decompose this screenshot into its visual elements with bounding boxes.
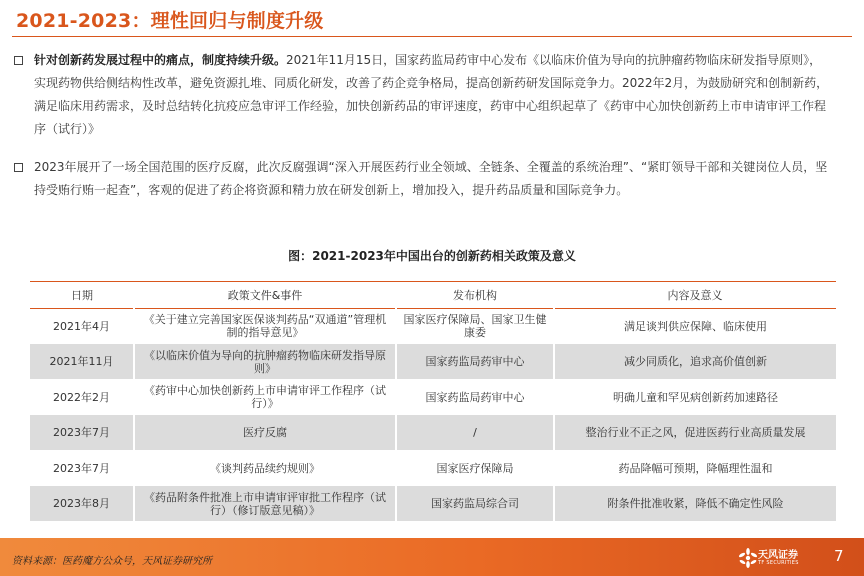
cell-date: 2023年7月 xyxy=(30,415,134,451)
bullet-text: 2023年展开了一场全国范围的医疗反腐，此次反腐强调“深入开展医药行业全领域、全链条、全覆盖的系统治理”、“紧盯领导干部和关键岗位人员，坚持受贿行贿一起查”，客观的促进了药企将资源和精力放在研发创新上，增加投入，提升药品质量和国际竞争力。 xyxy=(34,160,828,197)
title-divider xyxy=(12,36,852,37)
table-header-row xyxy=(30,282,836,309)
cell-significance: 明确儿童和罕见病创新药加速路径 xyxy=(554,380,836,415)
cell-issuer: 国家医疗保障局、国家卫生健康委 xyxy=(396,309,554,344)
cell-policy: 《药品附条件批准上市申请审评审批工作程序（试行）（修订版意见稿）》 xyxy=(134,486,396,522)
cell-date: 2022年2月 xyxy=(30,380,134,415)
header-date: 日期 xyxy=(30,282,134,309)
cell-policy: 《关于建立完善国家医保谈判药品“双通道”管理机制的指导意见》 xyxy=(134,309,396,344)
header-issuer: 发布机构 xyxy=(396,282,554,309)
cell-significance: 附条件批准收紧，降低不确定性风险 xyxy=(554,486,836,522)
cell-policy: 《以临床价值为导向的抗肿瘤药物临床研发指导原则》 xyxy=(134,344,396,380)
bullet-lead: 针对创新药发展过程中的痛点，制度持续升级。 xyxy=(34,53,287,67)
square-bullet-icon xyxy=(14,163,23,172)
cell-policy: 《药审中心加快创新药上市申请审评工作程序（试行）》 xyxy=(134,380,396,415)
cell-date: 2021年4月 xyxy=(30,309,134,344)
page-number: 7 xyxy=(834,547,844,565)
policy-table xyxy=(30,281,836,522)
logo-subtext: TF SECURITIES xyxy=(758,560,799,566)
header-significance: 内容及意义 xyxy=(554,282,836,309)
cell-issuer: 国家药监局药审中心 xyxy=(396,380,554,415)
cell-date: 2023年8月 xyxy=(30,486,134,522)
table-row xyxy=(30,486,836,522)
bullet-text: 2021年11月15日，国家药监局药审中心发布《以临床价值为导向的抗肿瘤药物临床研发指导原则》，实现药物供给侧结构性改革，避免资源扎堆、同质化研发，改善了药企竞争格局，提高创新药研发国际竞争力。2022年2月，为鼓励研究和创制新药，满足临床用药需求，及时总结转化抗疫应急审评工作经验，加快创新药品的审评速度，药审中心组织起草了《药审中心加快创新药上市申请审评工作程序（试行）》 xyxy=(34,53,829,136)
table-row xyxy=(30,344,836,380)
cell-issuer: / xyxy=(396,415,554,451)
table-row xyxy=(30,380,836,415)
figure-title: 图：2021-2023年中国出台的创新药相关政策及意义 xyxy=(288,249,576,263)
cell-date: 2021年11月 xyxy=(30,344,134,380)
bullet-paragraph-2 xyxy=(34,156,830,202)
cell-issuer: 国家药监局药审中心 xyxy=(396,344,554,380)
page-title: 2021-2023：理性回归与制度升级 xyxy=(16,10,324,32)
header-policy: 政策文件&事件 xyxy=(134,282,396,309)
logo-text: 天风证券 xyxy=(758,550,798,561)
cell-significance: 整治行业不正之风，促进医药行业高质量发展 xyxy=(554,415,836,451)
cell-issuer: 国家药监局综合司 xyxy=(396,486,554,522)
table-row xyxy=(30,309,836,344)
bullet-paragraph-1 xyxy=(34,49,830,141)
cell-significance: 减少同质化，追求高价值创新 xyxy=(554,344,836,380)
table-row xyxy=(30,415,836,451)
cell-significance: 满足谈判供应保障、临床使用 xyxy=(554,309,836,344)
cell-significance: 药品降幅可预期，降幅理性温和 xyxy=(554,451,836,486)
source-note: 资料来源：医药魔方公众号，天风证券研究所 xyxy=(12,556,212,567)
square-bullet-icon xyxy=(14,56,23,65)
table-row xyxy=(30,451,836,486)
cell-policy: 医疗反腐 xyxy=(134,415,396,451)
cell-issuer: 国家医疗保障局 xyxy=(396,451,554,486)
cell-policy: 《谈判药品续约规则》 xyxy=(134,451,396,486)
cell-date: 2023年7月 xyxy=(30,451,134,486)
